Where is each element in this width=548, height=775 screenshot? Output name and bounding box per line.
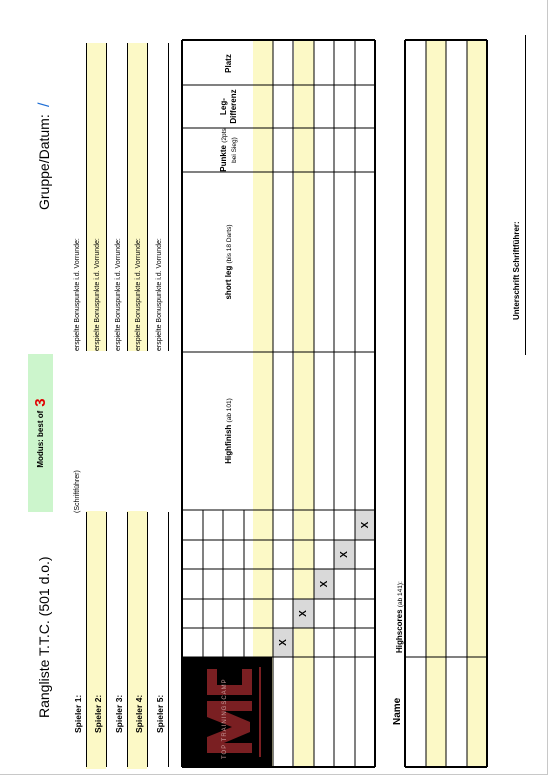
header-leg-diff-label: Leg-Differenz xyxy=(219,89,238,124)
bonus-label-1: erspielte Bonuspunkte i.d. Vorrunde: xyxy=(74,238,81,351)
header-punkte-label: Punkte xyxy=(219,145,229,172)
schriftfuehrer-note: (Schriftführer) xyxy=(74,470,81,513)
name-label: Name xyxy=(392,697,403,725)
player-label-5: Spieler 5: xyxy=(155,694,165,733)
bonus-label-5: erspielte Bonuspunkte i.d. Vorrunde: xyxy=(156,238,163,351)
signature-label: Unterschrift Schriftführer: xyxy=(512,221,521,320)
header-highfinish-label: Highfinish xyxy=(224,424,234,464)
header-short-leg-label: short leg xyxy=(224,265,234,300)
modus-value: 3 xyxy=(32,398,49,407)
bonus-label-3: erspielte Bonuspunkte i.d. Vorrunde: xyxy=(115,238,122,351)
highscores-label-text: Highscores xyxy=(395,609,404,653)
header-platz-label: Platz xyxy=(224,54,234,73)
x-cell-3: X xyxy=(314,569,334,599)
player-label-1: Spieler 1: xyxy=(73,694,83,733)
bonus-label-2: erspielte Bonuspunkte i.d. Vorrunde: xyxy=(94,238,101,351)
x-cell-1: X xyxy=(273,628,293,657)
group-date-label: Gruppe/Datum: xyxy=(36,114,52,210)
header-leg-diff-box xyxy=(185,85,273,128)
logo-text: TOP TRAININGSCAMP xyxy=(222,678,228,759)
player-label-3: Spieler 3: xyxy=(114,694,124,733)
header-punkte-note: (2pts bei Sieg) xyxy=(221,128,238,163)
header-short-leg-note: (bis 18 Darts) xyxy=(226,224,234,264)
header-punkte-box xyxy=(185,128,273,172)
player-label-2: Spieler 2: xyxy=(93,694,103,733)
x-cell-4: X xyxy=(334,540,355,569)
highscores-note: (ab 141): xyxy=(397,581,404,608)
x-cell-5: X xyxy=(355,510,375,540)
page-title: Rangliste T.T.C. (501 d.o.) xyxy=(36,556,52,718)
player-label-4: Spieler 4: xyxy=(134,694,144,733)
header-highfinish-note: (ab 101) xyxy=(226,398,234,423)
x-cell-2: X xyxy=(293,599,314,628)
bonus-label-4: erspielte Bonuspunkte i.d. Vorrunde: xyxy=(135,238,142,351)
modus-label: Modus: best of xyxy=(36,410,45,468)
date-slash: / xyxy=(36,102,53,107)
header-platz-box xyxy=(185,42,273,85)
